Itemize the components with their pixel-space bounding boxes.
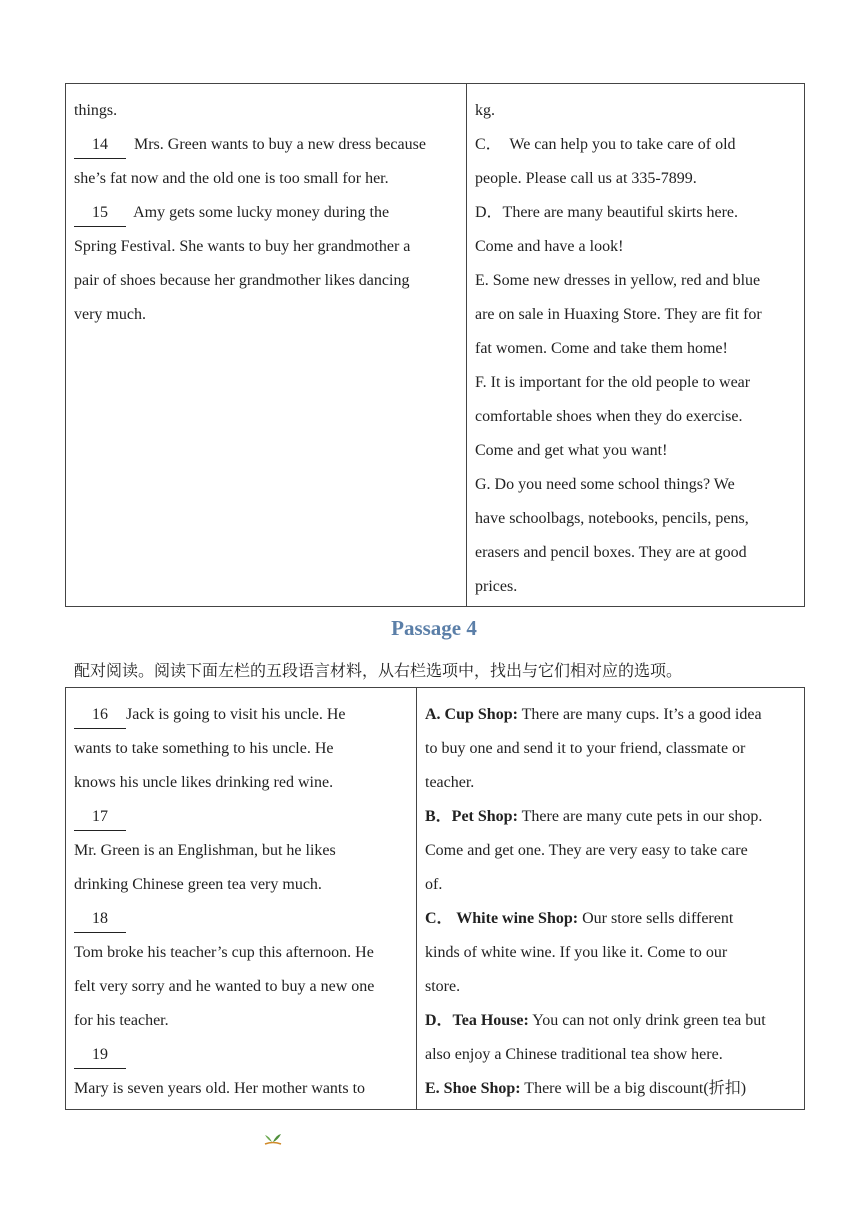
text-span: Come and have a look! xyxy=(475,238,624,255)
text-span: Tom broke his teacher’s cup this afternoon. He xyxy=(74,944,374,961)
text-span: G. Do you need some school things? We xyxy=(475,476,735,493)
text-line xyxy=(74,970,408,1004)
text-line xyxy=(425,732,796,766)
answer-blank[interactable]: 19 xyxy=(74,1042,126,1069)
text-span: erasers and pencil boxes. They are at good xyxy=(475,544,747,561)
text-line xyxy=(425,970,796,1004)
left-column xyxy=(66,84,467,607)
text-line xyxy=(425,936,796,970)
text-span: prices. xyxy=(475,578,518,595)
text-line xyxy=(425,1072,796,1106)
answer-blank[interactable]: 18 xyxy=(74,906,126,933)
text-span: F. It is important for the old people to wear xyxy=(475,374,751,391)
text-line xyxy=(475,128,796,162)
matching-table-1 xyxy=(65,83,805,607)
text-line xyxy=(74,1072,408,1106)
option-label: B．Pet Shop: xyxy=(425,808,518,825)
text-span: kinds of white wine. If you like it. Come to our xyxy=(425,944,728,961)
passage-title: Passage 4 xyxy=(391,616,477,640)
text-line xyxy=(475,502,796,536)
right-column xyxy=(467,84,805,607)
text-span: C． We can help you to take care of old xyxy=(475,136,736,153)
leaf-logo-icon xyxy=(263,1132,283,1146)
answer-blank[interactable]: 17 xyxy=(74,804,126,831)
text-span: E. Some new dresses in yellow, red and blue xyxy=(475,272,761,289)
option-label: E. Shoe Shop: xyxy=(425,1080,521,1097)
text-line xyxy=(475,94,796,128)
text-span: comfortable shoes when they do exercise. xyxy=(475,408,743,425)
text-span: Come and get what you want! xyxy=(475,442,668,459)
text-span: people. Please call us at 335-7899. xyxy=(475,170,697,187)
text-span: Mrs. Green wants to buy a new dress because xyxy=(126,136,426,153)
text-span: There are many cups. It’s a good idea xyxy=(517,706,762,723)
text-span: felt very sorry and he wanted to buy a new one xyxy=(74,978,375,995)
text-span: Spring Festival. She wants to buy her grandmother a xyxy=(74,238,411,255)
text-line xyxy=(74,902,408,936)
text-span: drinking Chinese green tea very much. xyxy=(74,876,322,893)
right-column xyxy=(417,688,805,1110)
text-line xyxy=(74,162,458,196)
text-span: Mr. Green is an Englishman, but he likes xyxy=(74,842,336,859)
text-line xyxy=(425,902,796,936)
text-span: she’s fat now and the old one is too small for her. xyxy=(74,170,389,187)
text-span: fat women. Come and take them home! xyxy=(475,340,728,357)
text-line xyxy=(475,400,796,434)
text-span: There are many cute pets in our shop. xyxy=(517,808,763,825)
text-line xyxy=(475,332,796,366)
text-span: of. xyxy=(425,876,443,893)
text-span: pair of shoes because her grandmother likes dancing xyxy=(74,272,410,289)
text-span: wants to take something to his uncle. He xyxy=(74,740,334,757)
text-line xyxy=(475,536,796,570)
text-span: You can not only drink green tea but xyxy=(528,1012,766,1029)
text-line xyxy=(475,298,796,332)
text-line xyxy=(74,94,458,128)
text-span: teacher. xyxy=(425,774,475,791)
text-span: Mary is seven years old. Her mother wants to xyxy=(74,1080,366,1097)
text-span: to buy one and send it to your friend, classmate or xyxy=(425,740,746,757)
option-label: A. Cup Shop: xyxy=(425,706,518,723)
text-line xyxy=(425,766,796,800)
text-line xyxy=(475,570,796,604)
text-line xyxy=(425,834,796,868)
text-span: knows his uncle likes drinking red wine. xyxy=(74,774,334,791)
left-column-text xyxy=(66,84,466,332)
text-line xyxy=(74,698,408,732)
text-span: also enjoy a Chinese traditional tea show here. xyxy=(425,1046,723,1063)
text-span: D．There are many beautiful skirts here. xyxy=(475,204,739,221)
text-line xyxy=(425,800,796,834)
text-line xyxy=(475,366,796,400)
text-span: Our store sells different xyxy=(578,910,734,927)
answer-blank[interactable]: 16 xyxy=(74,702,126,729)
instruction-text: 配对阅读。阅读下面左栏的五段语言材料，从右栏选项中，找出与它们相对应的选项。 xyxy=(74,661,683,680)
option-label: D．Tea House: xyxy=(425,1012,529,1029)
text-span: There will be a big discount(折扣) xyxy=(520,1080,747,1097)
option-label: C． White wine Shop: xyxy=(425,910,579,927)
text-line xyxy=(475,468,796,502)
text-line xyxy=(475,264,796,298)
text-line xyxy=(475,162,796,196)
right-column-text xyxy=(417,688,804,1106)
text-line xyxy=(74,800,408,834)
text-line xyxy=(74,766,408,800)
matching-table-2 xyxy=(65,687,805,1110)
text-span: Amy gets some lucky money during the xyxy=(126,204,390,221)
text-line xyxy=(425,1004,796,1038)
text-line xyxy=(74,868,408,902)
right-column-text xyxy=(467,84,804,604)
text-span: Come and get one. They are very easy to take care xyxy=(425,842,748,859)
text-line xyxy=(74,128,458,162)
text-line xyxy=(425,1038,796,1072)
text-line xyxy=(74,936,408,970)
text-line xyxy=(74,298,458,332)
text-line xyxy=(74,834,408,868)
text-line xyxy=(74,1038,408,1072)
text-line xyxy=(425,868,796,902)
answer-blank[interactable]: 15 xyxy=(74,200,126,227)
text-line xyxy=(425,698,796,732)
text-line xyxy=(74,1004,408,1038)
text-span: Jack is going to visit his uncle. He xyxy=(126,706,346,723)
text-line xyxy=(475,434,796,468)
text-span: store. xyxy=(425,978,461,995)
left-column-text xyxy=(66,688,416,1106)
text-span: for his teacher. xyxy=(74,1012,169,1029)
text-span: kg. xyxy=(475,102,495,119)
text-line xyxy=(475,196,796,230)
text-line xyxy=(74,732,408,766)
text-line xyxy=(74,230,458,264)
text-span: things. xyxy=(74,102,118,119)
text-line xyxy=(74,264,458,298)
text-span: very much. xyxy=(74,306,146,323)
answer-blank[interactable]: 14 xyxy=(74,132,126,159)
left-column xyxy=(66,688,417,1110)
text-line xyxy=(475,230,796,264)
text-line xyxy=(74,196,458,230)
text-span: have schoolbags, notebooks, pencils, pens, xyxy=(475,510,749,527)
text-span: are on sale in Huaxing Store. They are fit for xyxy=(475,306,762,323)
